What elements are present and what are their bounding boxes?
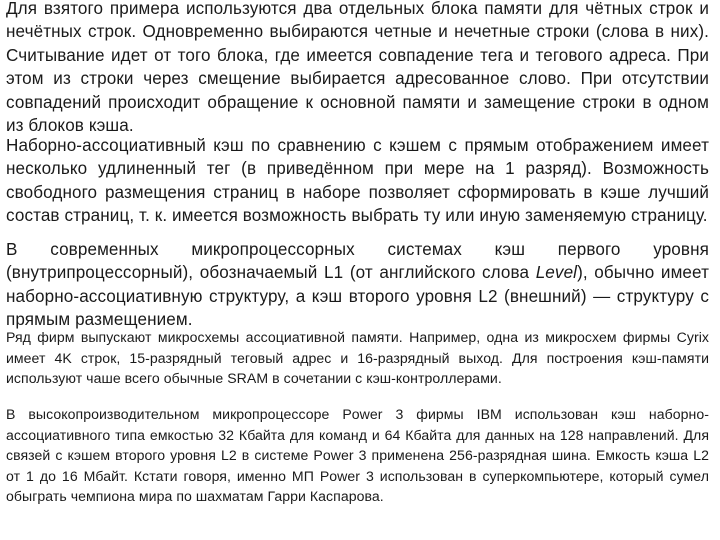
document-page [6, 0, 710, 540]
cache-levels-text-before: В современных микропроцессорных системах кэш первого уровня (внутрипроцессорный), обозначаемый L1 (от английского слова [6, 240, 709, 283]
paragraph-set-associative-cache: Наборно-ассоциативный кэш по сравнению с кэшем с прямым отображением имеет несколько удлиненный тег (в приведённом при мере на 1 разряд). Возможность свободного размещения страниц в наборе позволяет сформировать в кэше лучший состав страниц, т. к. имеется возможность выбрать ту или иную заменяемую страницу. [6, 136, 709, 226]
cache-levels-text-after: ), обычно имеет наборно-ассоциативную структуру, а кэш второго уровня L2 (внешний) — структуру с прямым размещением. [6, 263, 709, 330]
paragraph-power3-processor: В высокопроизводительном микропроцессоре Power 3 фирмы IBM использован кэш наборно-ассоциативного типа емкостью 32 Кбайта для команд и 64 Кбайта для данных на 128 направлений. Для связей с кэшем второго уровня L2 в системе Power 3 применена 256-разрядная шина. Емкость кэша L2 от 1 до 16 Мбайт. Кстати говоря, именно МП Power 3 использован в суперкомпьютере, который сумел обыграть чемпиона мира по шахматам Гарри Каспарова. [6, 406, 709, 505]
paragraph-dual-memory-blocks: Для взятого примера используются два отдельных блока памяти для чётных строк и нечётных строк. Одновременно выбираются четные и нечетные строки (слова в них). Считывание идет от того блока, где имеется совпадение тега и тегового адреса. При этом из строки через смещение выбирается адресованное слово. При отсутствии совпадений происходит обращение к основной памяти и замещение строки в одном из блоков кэша. [6, 0, 709, 136]
paragraph-cache-levels [6, 238, 709, 332]
paragraph-associative-memory-chips: Ряд фирм выпускают микросхемы ассоциативной памяти. Например, одна из микросхем фирмы Cyrix имеет 4K строк, 15-разрядный теговый адрес и 16-разрядный выход. Для построения кэш-памяти используют чаше всего обычные SRAM в сочетании с кэш-контроллерами. [6, 329, 709, 387]
cache-levels-emphasis: Level [535, 263, 578, 283]
